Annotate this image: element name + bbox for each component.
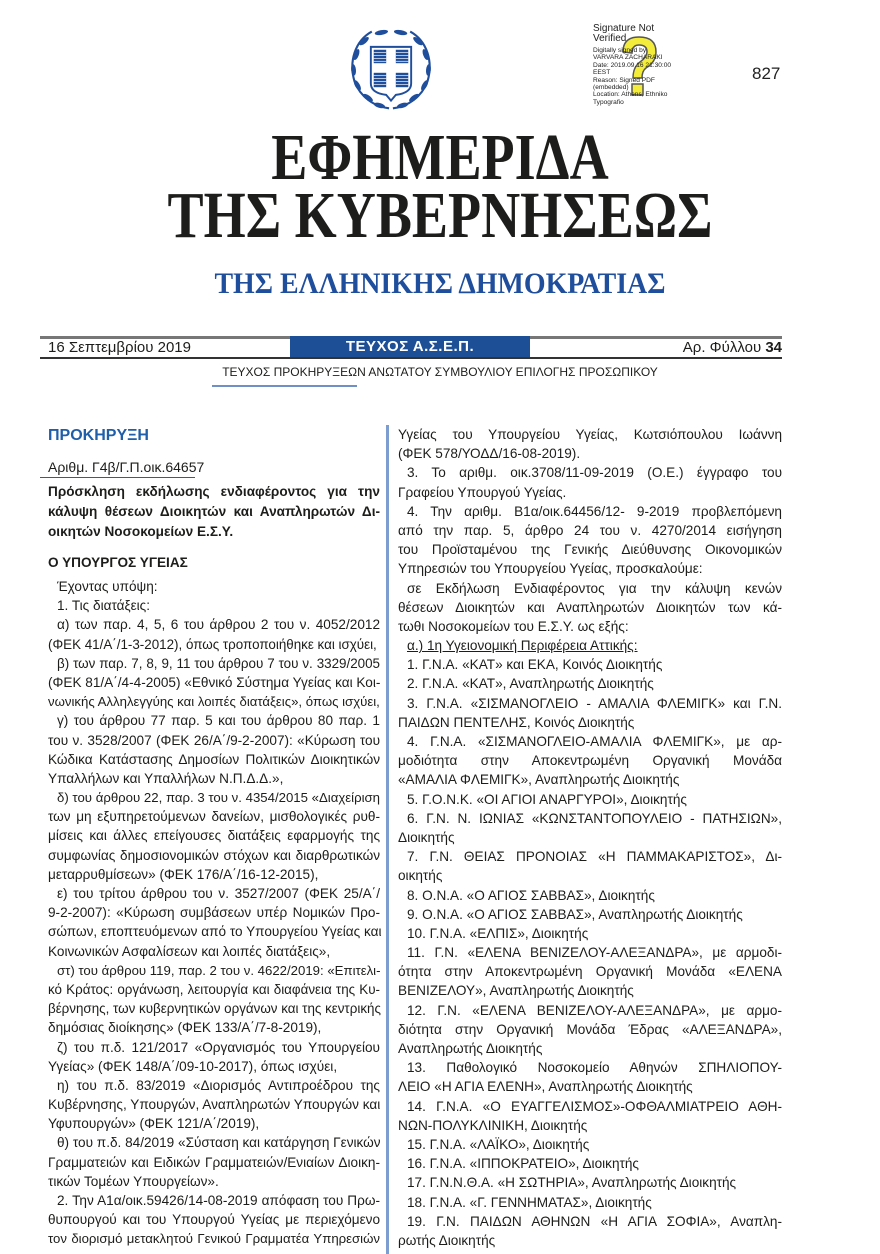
text-line: μεταρρυθμίσεων» (ΦΕΚ 176/Α΄/16-12-2015), [48, 866, 319, 882]
text-line: ΠΑΙΔΩΝ ΠΕΝΤΕΛΗΣ, Κοινός Διοικητής [398, 714, 635, 730]
signature-detail-line: (embedded) [593, 84, 629, 92]
digital-signature-stamp[interactable] [593, 24, 688, 106]
text-line: α) των παρ. 4, 5, 6 του άρθρου 2 του ν. 4052/2012 [57, 617, 380, 633]
masthead-title-line1: ΕΦΗΜΕΡΙΔΑ [271, 121, 609, 194]
signature-detail-line: Location: Athens, Ethniko [593, 91, 668, 99]
text-line: ΒΕΝΙΖΕΛΟΥ», Αναπληρωτής Διοικητής [398, 983, 634, 999]
text-line: ρωτής Διοικητής [398, 1232, 496, 1248]
text-line: μίσεις και άλλες επείγουσες διατάξεις εφαρμογής της [48, 828, 380, 844]
text-line: συμφωνίας δημοσιονομικών στόχων και διαρθρωτικών [48, 847, 380, 863]
text-line: «ΑΜΑΛΙΑ ΦΛΕΜΙΓΚ», Αναπληρωτής Διοικητής [398, 772, 680, 788]
text-line: Κυβέρνησης, Υπουργών, Αναπληρωτών Υπουργών και [48, 1097, 381, 1113]
text-line: δ) του άρθρου 22, παρ. 3 του ν. 4354/2015 «Διαχείριση [57, 790, 380, 806]
text-line: 15. Γ.Ν.Α. «ΛΑΪΚΟ», Διοικητής [407, 1136, 590, 1152]
text-line: 12. Γ.Ν. «ΕΛΕΝΑ ΒΕΝΙΖΕΛΟΥ-ΑΛΕΞΑΝΔΡΑ», με αρμο- [407, 1002, 782, 1018]
text-line: (ΦΕΚ 41/Α΄/1-3-2012), όπως τροποποιήθηκε και ισχύει, [48, 636, 377, 652]
masthead-title-line2: ΤΗΣ ΚΥΒΕΡΝΗΣΕΩΣ [167, 179, 713, 252]
text-line: β) των παρ. 7, 8, 9, 11 του άρθρου 7 του ν. 3329/2005 [57, 655, 380, 671]
text-line: Υπηρεσιών του Υπουργείου Υγείας, προσκαλούμε: [398, 561, 703, 577]
signature-status: Signature Not Verified [593, 23, 655, 44]
text-line-content: α.) 1η Υγειονομική Περιφέρεια Αττικής: [407, 638, 638, 654]
text-line: 6. Γ.Ν. Ν. ΙΩΝΙΑΣ «ΚΩΝΣΤΑΝΤΟΠΟΥΛΕΙΟ - ΠΑΤΗΣΙΩΝ», [407, 810, 782, 826]
text-line: 4. Την αριθμ. Β1α/οικ.64456/12- 9-2019 προβλεπόμενη [407, 503, 782, 519]
issue-type-badge: ΤΕΥΧΟΣ Α.Σ.Ε.Π. [290, 336, 530, 357]
coat-of-arms-emblem [343, 20, 439, 116]
text-line: 4. Γ.Ν.Α. «ΣΙΣΜΑΝΟΓΛΕΙΟ-ΑΜΑΛΙΑ ΦΛΕΜΙΓΚ», με αρ- [407, 734, 782, 749]
text-line: οικητής [398, 868, 443, 884]
text-line: 3. Γ.Ν.Α. «ΣΙΣΜΑΝΟΓΛΕΙΟ - ΑΜΑΛΙΑ ΦΛΕΜΙΓΚ» και Γ.Ν. [407, 695, 782, 711]
text-line: του Προϊσταμένου της Γενικής Διεύθυνσης Οικονομικών [398, 542, 782, 558]
subject-line: οικητών Νοσοκομείων Ε.Σ.Υ. [48, 524, 234, 539]
text-line: (ΦΕΚ 81/Α΄/4-4-2005) «Εθνικό Σύστημα Υγείας και Κοι- [48, 674, 381, 690]
text-line: 2. Την Α1α/οικ.59426/14-08-2019 απόφαση του Πρω- [57, 1193, 380, 1208]
document-number-rule [40, 477, 195, 478]
masthead-subtitle: ΤΗΣ ΕΛΛΗΝΙΚΗΣ ΔΗΜΟΚΡΑΤΙΑΣ [214, 267, 666, 300]
text-line: 7. Γ.Ν. ΘΕΙΑΣ ΠΡΟΝΟΙΑΣ «Η ΠΑΜΜΑΚΑΡΙΣΤΟΣ», Δι- [407, 849, 782, 865]
signature-detail-line: Digitally signed by [593, 47, 647, 54]
text-line: Υπαλλήλων και Υπαλλήλων Ν.Π.Δ.Δ.», [48, 770, 284, 786]
text-line: 16. Γ.Ν.Α. «ΙΠΠΟΚΡΑΤΕΙΟ», Διοικητής [407, 1156, 639, 1172]
text-line: 19. Γ.Ν. ΠΑΙΔΩΝ ΑΘΗΝΩΝ «Η ΑΓΙΑ ΣΟΦΙΑ», Αναπλη- [407, 1213, 782, 1229]
signature-detail-line: Typografio [593, 98, 624, 106]
text-line: Κοινωνικών Ασφαλίσεων και λοιπές διατάξεις», [48, 943, 331, 959]
text-line: Γραφείου Υπουργού Υγείας. [398, 484, 567, 500]
text-line: Αναπληρωτής Διοικητής [398, 1041, 543, 1056]
column-divider [386, 425, 389, 1254]
page-number: 827 [752, 64, 781, 83]
text-line: τον διορισμό μετακλητού Γενικού Γραμματέα Υπηρεσιών [48, 1231, 380, 1247]
decorative-rule [212, 385, 357, 387]
document-subject [48, 482, 380, 542]
text-line: τικών Τομέων Υπουργείων». [48, 1173, 219, 1189]
right-column-body [398, 425, 782, 1250]
text-line: σώπων, εποπτευόμενων από το Υπουργείου Υγείας και [48, 924, 382, 940]
text-line: διότητα στην Οργανική Μονάδα Έδρας «ΑΛΕΞΑΝΔΡΑ», [398, 1021, 782, 1037]
issue-date: 16 Σεπτεμβρίου 2019 [48, 339, 191, 356]
subject-line: κάλυψη θέσεων Διοικητών και Αναπληρωτών Δι- [48, 504, 380, 519]
text-line: 18. Γ.Ν.Α. «Γ. ΓΕΝΝΗΜΑΤΑΣ», Διοικητής [407, 1194, 652, 1210]
text-line: Έχοντας υπόψη: [57, 579, 158, 594]
text-line: ε) του τρίτου άρθρου του ν. 3527/2007 (ΦΕΚ 25/Α΄/ [57, 886, 380, 901]
text-line: σε Εκδήλωση Ενδιαφέροντος για την κάλυψη κενών [407, 580, 782, 596]
text-line: 10. Γ.Ν.Α. «ΕΛΠΙΣ», Διοικητής [407, 925, 589, 941]
text-line: ότητα στην Αποκεντρωμένη Οργανική Μονάδα «ΕΛΕΝΑ [398, 964, 782, 980]
sheet-number [683, 339, 782, 357]
text-line: 1. Γ.Ν.Α. «ΚΑΤ» και ΕΚΑ, Κοινός Διοικητής [407, 657, 663, 673]
subject-line: Πρόσκληση εκδήλωσης ενδιαφέροντος για την [48, 484, 380, 499]
text-line: ΛΕΙΟ «Η ΑΓΙΑ ΕΛΕΝΗ», Αναπληρωτής Διοικητής [398, 1079, 693, 1095]
sheet-label: Αρ. Φύλλου [682, 339, 766, 356]
section-heading: ΠΡΟΚΗΡΥΞΗ [48, 427, 149, 444]
text-line: Γραμματειών και Ειδικών Γραμματειών/Ενιαίων Διοικη- [48, 1154, 380, 1170]
issue-subtitle: ΤΕΥΧΟΣ ΠΡΟΚΗΡΥΞΕΩΝ ΑΝΩΤΑΤΟΥ ΣΥΜΒΟΥΛΙΟΥ ΕΠΙΛΟΓΗΣ ΠΡΟΣΩΠΙΚΟΥ [222, 365, 658, 379]
text-line: των μη εξυπηρετούμενων δανείων, μισθολογικές ρυθ- [48, 809, 380, 825]
text-line: θ) του π.δ. 84/2019 «Σύσταση και κατάργηση Γενικών [57, 1135, 381, 1151]
text-line: θυπουργού και του Υπουργού Υγείας με περιεχόμενο [48, 1212, 380, 1228]
text-line: νωνικής Αλληλεγγύης και λοιπές διατάξεις», όπως ισχύει, [48, 694, 380, 710]
text-line: (ΦΕΚ 578/ΥΟΔΔ/16-08-2019). [398, 446, 581, 462]
signature-detail-line: EEST [593, 69, 611, 77]
signature-detail-line: VARVARA ZACHARAKI [593, 54, 663, 62]
text-line: γ) του άρθρου 77 παρ. 5 και του άρθρου 80 παρ. 1 [57, 713, 380, 729]
issuing-authority: Ο ΥΠΟΥΡΓΟΣ ΥΓΕΙΑΣ [48, 555, 188, 570]
signature-detail-line: Reason: Signed PDF [593, 76, 655, 84]
text-line: 5. Γ.Ο.Ν.Κ. «ΟΙ ΑΓΙΟΙ ΑΝΑΡΓΥΡΟΙ», Διοικητής [407, 791, 687, 807]
header-rule-bottom [40, 357, 782, 359]
text-line: ζ) του π.δ. 121/2017 «Οργανισμός του Υπουργείου [57, 1039, 380, 1055]
text-line: 9-2-2007): «Κύρωση συμβάσεων υπέρ Νομικών Προ- [48, 905, 380, 921]
text-line: 14. Γ.Ν.Α. «Ο ΕΥΑΓΓΕΛΙΣΜΟΣ»-ΟΦΘΑΛΜΙΑΤΡΕΙΟ ΑΘΗ- [407, 1098, 782, 1114]
signature-details [593, 47, 688, 106]
text-line: 17. Γ.Ν.Ν.Θ.Α. «Η ΣΩΤΗΡΙΑ», Αναπληρωτής Διοικητής [407, 1175, 737, 1191]
sheet-number-value: 34 [765, 339, 782, 356]
text-line: Υγείας» (ΦΕΚ 148/Α΄/09-10-2017), όπως ισχύει, [48, 1058, 338, 1074]
text-line: από την παρ. 5, άρθρο 24 του ν. 4270/2014 εισήγηση [398, 522, 782, 538]
text-line: Υφυπουργών» (ΦΕΚ 121/Α΄/2019), [48, 1116, 260, 1132]
text-line: μοδιότητα στην Αποκεντρωμένη Οργανική Μονάδα [398, 753, 782, 769]
text-line: τωθι Νοσοκομείων του Ε.Σ.Υ. ως εξής: [398, 618, 629, 634]
text-line: κό Κράτος: οργάνωση, λειτουργία και διαφάνεια της Κυ- [48, 981, 380, 997]
text-line: βέρνησης, των κυβερνητικών οργάνων και της κεντρικής [48, 1001, 381, 1017]
document-number: Αριθμ. Γ4β/Γ.Π.οικ.64657 [48, 459, 205, 475]
text-line: η) του π.δ. 83/2019 «Διορισμός Αντιπροέδρου της [57, 1077, 380, 1093]
text-line: του ν. 3528/2007 (ΦΕΚ 26/Α΄/9-2-2007): «Κύρωση του [48, 732, 380, 748]
text-line: Υγείας του Υπουργείου Υγείας, Κωτσιόπουλου Ιωάννη [398, 427, 782, 442]
text-line: ΝΩΝ-ΠΟΛΥΚΛΙΝΙΚΗ, Διοικητής [398, 1117, 588, 1133]
text-line: 8. Ο.Ν.Α. «Ο ΑΓΙΟΣ ΣΑΒΒΑΣ», Διοικητής [407, 887, 655, 903]
text-line: δημόσιας διοίκησης» (ΦΕΚ 133/Α΄/7-8-2019), [48, 1020, 322, 1036]
text-line [398, 636, 782, 655]
text-line: Κώδικα Κατάστασης Δημοσίων Πολιτικών Διοικητικών [48, 751, 380, 767]
text-line: Διοικητής [398, 829, 455, 845]
text-line: 1. Τις διατάξεις: [57, 598, 150, 614]
text-line: στ) του άρθρου 119, παρ. 2 του ν. 4622/2019: «Επιτελι- [57, 962, 381, 978]
signature-detail-line: Date: 2019.09.16 21:30:00 [593, 61, 672, 69]
text-line: 11. Γ.Ν. «ΕΛΕΝΑ ΒΕΝΙΖΕΛΟΥ-ΑΛΕΞΑΝΔΡΑ», με αρμοδι- [407, 945, 782, 961]
text-line: 3. Το αριθμ. οικ.3708/11-09-2019 (Ο.Ε.) έγγραφο του [407, 465, 782, 481]
text-line: θέσεων Διοικητών και Αναπληρωτών Διοικητών των κά- [398, 599, 782, 615]
left-column-body [48, 577, 380, 1249]
text-line: 9. Ο.Ν.Α. «Ο ΑΓΙΟΣ ΣΑΒΒΑΣ», Αναπληρωτής Διοικητής [407, 906, 743, 922]
text-line: 2. Γ.Ν.Α. «ΚΑΤ», Αναπληρωτής Διοικητής [407, 676, 654, 692]
text-line: 13. Παθολογικό Νοσοκομείο Αθηνών ΣΠΗΛΙΟΠΟΥ- [407, 1060, 782, 1076]
